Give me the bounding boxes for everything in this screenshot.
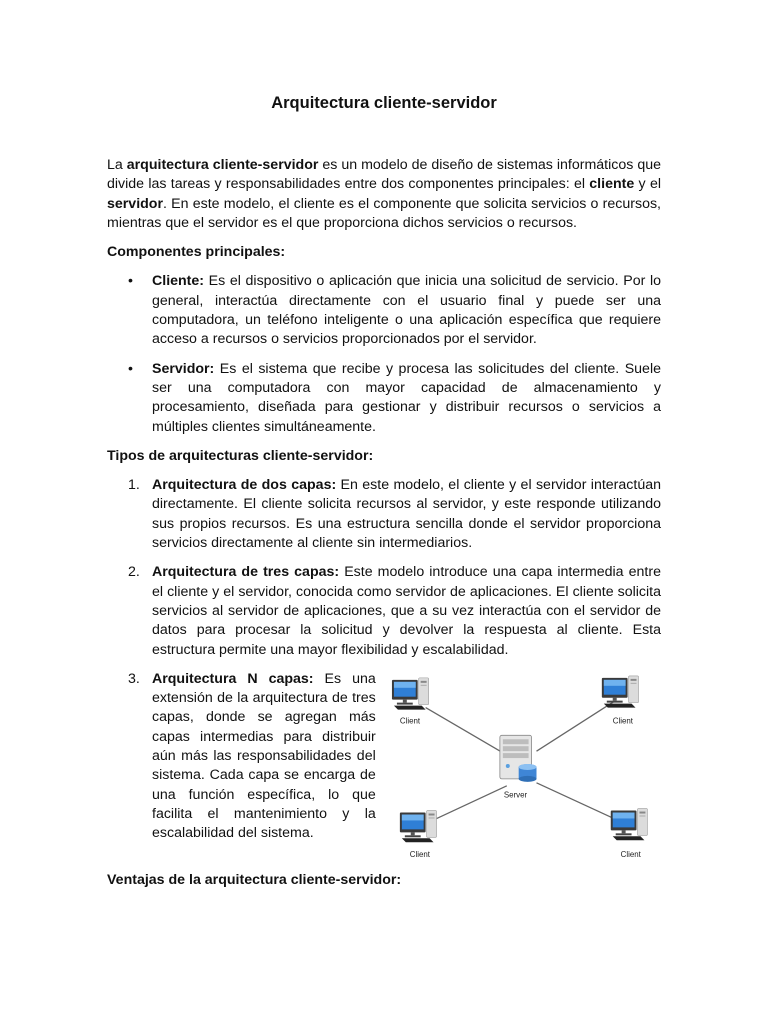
list-number: 2.	[128, 564, 140, 581]
type-text-block	[152, 670, 376, 844]
list-number: 1.	[128, 477, 140, 494]
intro-text-3: y el	[634, 176, 661, 193]
client-label: Client	[612, 716, 633, 726]
list-item-with-figure	[152, 670, 661, 861]
types-heading: Tipos de arquitecturas cliente-servidor:	[107, 447, 374, 464]
type-term: Arquitectura de dos capas:	[152, 477, 337, 494]
client-computer-icon	[611, 808, 648, 840]
type-text: En este modelo, el cliente y el servidor interactúan directamente. El cliente solicita recursos al servidor, y este responde utilizando sus propios recursos. Es una estructura sencilla donde el servidor proporciona servicios directamente al cliente sin intermediarios.	[152, 477, 661, 552]
intro-text-1: La	[107, 157, 127, 173]
intro-bold-cliente: cliente	[589, 176, 635, 193]
document-body	[107, 156, 661, 900]
client-computer-icon	[392, 678, 429, 710]
intro-bold-servidor: servidor	[107, 195, 163, 212]
component-text: Es el dispositivo o aplicación que inicia una solicitud de servicio. Por lo general, interactúa directamente con el usuario final y puede ser una computadora, un teléfono inteligente o una aplicación específica que requiere acceso a recursos o servicios proporcionados por el servidor.	[152, 273, 661, 348]
components-heading: Componentes principales:	[107, 244, 286, 261]
component-text: Es el sistema que recibe y procesa las solicitudes del cliente. Suele ser una computadora con mayor capacidad de almacenamiento y procesamiento, diseñada para gestionar y distribuir recursos o servicios a múltiples clientes simultáneamente.	[152, 360, 661, 435]
list-item	[107, 563, 661, 659]
intro-text-4: . En este modelo, el cliente es el componente que solicita servicios o recursos, mientras que el servidor es el que proporciona dichos servicios o recursos.	[107, 195, 661, 231]
bullet-marker: •	[128, 273, 133, 290]
server-label: Server	[503, 790, 527, 800]
advantages-heading: Ventajas de la arquitectura cliente-servidor:	[107, 871, 402, 888]
client-computer-icon	[602, 676, 639, 708]
components-list	[107, 272, 661, 436]
type-term: Arquitectura de tres capas:	[152, 564, 340, 581]
type-term: Arquitectura N capas:	[152, 670, 314, 687]
list-item	[107, 360, 661, 437]
types-list	[107, 476, 661, 861]
client-computer-icon	[400, 810, 437, 842]
intro-paragraph	[107, 156, 661, 233]
list-item	[107, 272, 661, 349]
client-label: Client	[399, 716, 420, 726]
bullet-marker: •	[128, 360, 133, 377]
document-title: Arquitectura cliente-servidor	[271, 94, 497, 112]
component-term: Cliente:	[152, 273, 205, 290]
component-term: Servidor:	[152, 360, 215, 377]
client-server-diagram	[388, 671, 661, 861]
client-label: Client	[409, 849, 430, 859]
type-text: Es una extensión de la arquitectura de tres capas, donde se agregan más capas intermedias para distribuir aún más las responsabilidades del sistema. Cada capa se encarga de una función específica, lo que facilita el mantenimiento y la escalabilidad del sistema.	[152, 670, 376, 842]
list-number: 3.	[128, 670, 140, 687]
type-text: Este modelo introduce una capa intermedia entre el cliente y el servidor, conocida como servidor de aplicaciones. El cliente solicita servicios al servidor de aplicaciones, que a su vez interactúa con el servidor de datos para procesar la solicitud y devolver la respuesta al cliente. Esta estructura permite una mayor flexibilidad y escalabilidad.	[152, 564, 661, 658]
intro-text-2: es un modelo de diseño de sistemas informáticos que divide las tareas y responsabilidades entre dos componentes principales: el	[107, 157, 661, 193]
list-item	[107, 476, 661, 553]
client-label: Client	[620, 849, 641, 859]
intro-bold-term: arquitectura cliente-servidor	[126, 157, 319, 173]
list-item	[107, 670, 661, 861]
server-icon	[500, 735, 537, 782]
